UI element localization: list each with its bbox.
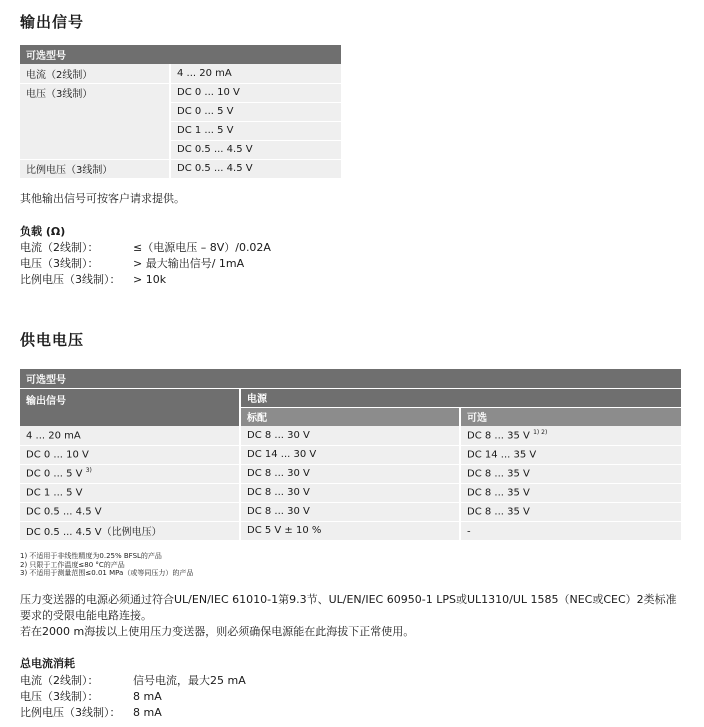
current-key: 电压（3线制）： (20, 690, 99, 703)
load-key: 比例电压（3线制）： (20, 273, 121, 286)
table-cell-value: DC 0 ... 5 V (170, 102, 341, 121)
table-cell-standard: DC 8 ... 30 V (240, 426, 460, 445)
table-cell-standard: DC 5 V ± 10 % (240, 521, 460, 540)
table-cell-optional: DC 8 ... 35 V (460, 464, 681, 483)
load-row (20, 240, 271, 256)
table-cell-optional: - (460, 521, 681, 540)
load-title: 负载 (Ω) (20, 225, 66, 238)
current-row (20, 689, 246, 705)
table-cell-signal: DC 0.5 ... 4.5 V（比例电压） (20, 521, 240, 540)
table-cell-value: DC 1 ... 5 V (170, 121, 341, 140)
table-header: 可选型号 (20, 45, 341, 64)
supply-voltage-table (20, 369, 681, 540)
section-title-supply-voltage: 供电电压 (20, 331, 85, 349)
table-cell-label: 电压（3线制） (20, 83, 170, 102)
load-value: > 最大输出信号/ 1mA (133, 257, 245, 270)
table-cell-optional: DC 8 ... 35 V (460, 483, 681, 502)
table-cell-label (20, 121, 170, 140)
table-cell-value: DC 0.5 ... 4.5 V (170, 140, 341, 159)
table-cell-standard: DC 8 ... 30 V (240, 464, 460, 483)
table-cell-value: DC 0.5 ... 4.5 V (170, 159, 341, 178)
table-cell-signal: DC 0 ... 10 V (20, 445, 240, 464)
footnote: 2) 只限于工作温度≤80 °C的产品 (20, 560, 125, 569)
table-cell-signal: DC 0 ... 5 V $^{3)}$ (20, 464, 240, 483)
subheader-standard: 标配 (240, 407, 460, 426)
current-key: 电流（2线制）： (20, 674, 99, 687)
table-cell-optional: DC 8 ... 35 V (460, 502, 681, 521)
col-header-output-signal: 输出信号 (20, 388, 240, 426)
current-value: 8 mA (133, 690, 162, 703)
col-header-power: 电源 (240, 388, 681, 407)
footnotes (20, 552, 193, 578)
current-row (20, 673, 246, 689)
altitude-paragraph: 若在2000 m海拔以上使用压力变送器，则必须确保电源能在此海拔下正常使用。 (20, 625, 415, 638)
subheader-optional: 可选 (460, 407, 681, 426)
load-list (20, 240, 271, 288)
footnote: 3) 不适用于测量范围≤0.01 MPa（或等同压力）的产品 (20, 569, 194, 577)
load-key: 电流（2线制）： (20, 241, 99, 254)
load-key: 电压（3线制）： (20, 257, 99, 270)
table-cell-value: DC 0 ... 10 V (170, 83, 341, 102)
load-value: > 10k (133, 273, 167, 286)
table-cell-standard: DC 8 ... 30 V (240, 483, 460, 502)
table-cell-optional: DC 8 ... 35 V $^{1) 2)}$ (460, 426, 681, 445)
current-consumption-title: 总电流消耗 (20, 657, 75, 670)
table-cell-label: 电流（2线制） (20, 64, 170, 83)
table-cell-label (20, 102, 170, 121)
table-cell-standard: DC 14 ... 30 V (240, 445, 460, 464)
table-cell-optional: DC 14 ... 35 V (460, 445, 681, 464)
footnote: 1) 不适用于非线性精度为0.25% BFSL的产品 (20, 552, 162, 560)
table-cell-signal: 4 ... 20 mA (20, 426, 240, 445)
table-cell-signal: DC 0.5 ... 4.5 V (20, 502, 240, 521)
section-title-output-signal: 输出信号 (20, 13, 85, 31)
table-cell-label: 比例电压（3线制） (20, 159, 170, 178)
table-cell-standard: DC 8 ... 30 V (240, 502, 460, 521)
load-value: ≤（电源电压 – 8V）/0.02A (133, 241, 271, 254)
current-key: 比例电压（3线制）： (20, 706, 121, 719)
table-header: 可选型号 (20, 369, 681, 388)
load-row (20, 272, 271, 288)
output-signal-table (20, 45, 341, 178)
power-circuit-paragraph: 压力变送器的电源必须通过符合UL/EN/IEC 61010-1第9.3节、UL/EN/IEC 60950-1 LPS或UL1310/UL 1585（NEC或CEC）2类标准要求的受限电能电路连接。 (20, 593, 677, 622)
current-row (20, 705, 246, 721)
current-list (20, 673, 246, 721)
load-row (20, 256, 271, 272)
table-cell-value: 4 ... 20 mA (170, 64, 341, 83)
current-value: 8 mA (133, 706, 162, 719)
current-value: 信号电流，最大25 mA (133, 674, 246, 687)
table-cell-label (20, 140, 170, 159)
table-cell-signal: DC 1 ... 5 V (20, 483, 240, 502)
other-signals-note: 其他输出信号可按客户请求提供。 (20, 192, 185, 205)
